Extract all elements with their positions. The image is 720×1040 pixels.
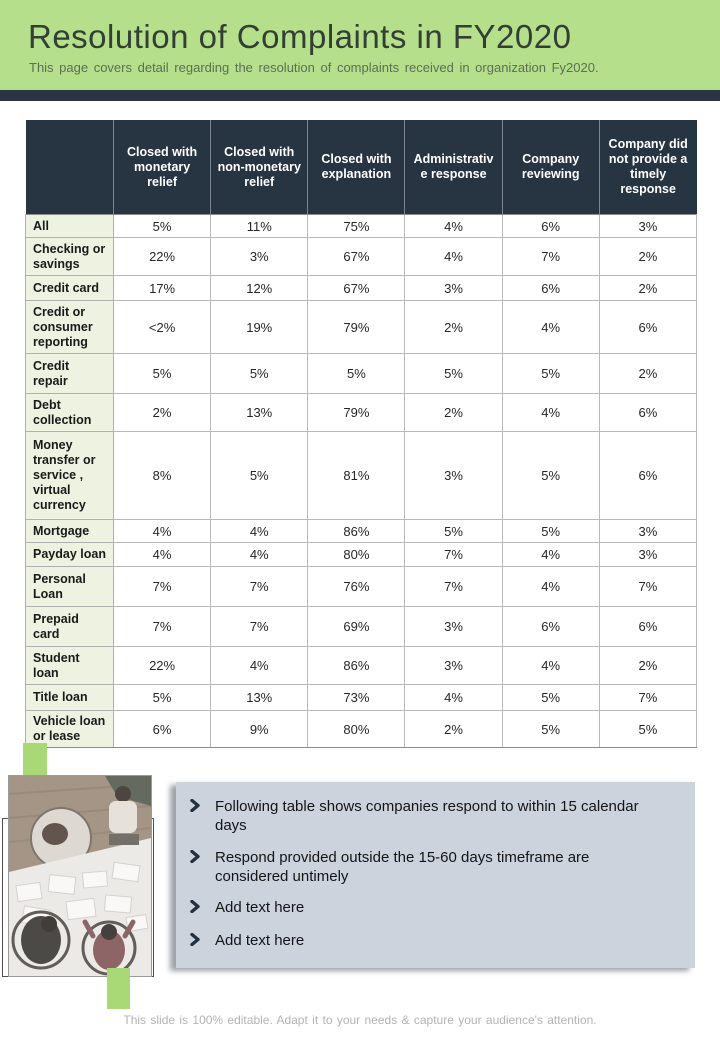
table-cell: 6% (599, 607, 696, 647)
table-cell: 2% (599, 238, 696, 276)
table-cell: 2% (599, 276, 696, 301)
table-cell: 7% (405, 567, 502, 607)
table-cell: 4% (502, 543, 599, 567)
table-cell: 5% (405, 520, 502, 543)
table-cell: 2% (599, 647, 696, 685)
table-cell: 6% (502, 607, 599, 647)
table-cell: 6% (502, 215, 599, 238)
table-cell: 3% (405, 276, 502, 301)
table-cell: 7% (114, 567, 211, 607)
table-cell: 6% (502, 276, 599, 301)
table-cell: 3% (599, 543, 696, 567)
table-cell: 3% (405, 607, 502, 647)
table-cell: 4% (502, 647, 599, 685)
table-cell: 73% (308, 685, 405, 711)
note-bullet-text: Add text here (215, 931, 305, 949)
green-accent-square-bottom (107, 968, 130, 1009)
table-cell: 5% (599, 711, 696, 748)
table-cell: 7% (502, 238, 599, 276)
table-cell: 5% (502, 711, 599, 748)
note-bullet-item (190, 848, 675, 886)
table-cell: 79% (308, 301, 405, 354)
row-label: Money transfer or service , virtual currency (26, 432, 114, 520)
table-cell: 13% (211, 394, 308, 432)
table-cell: 5% (211, 354, 308, 394)
table-row (26, 394, 697, 432)
table-cell: 7% (405, 543, 502, 567)
note-bullet-item (190, 898, 675, 918)
note-bullet-item (190, 797, 675, 835)
table-row (26, 607, 697, 647)
row-label: Checking or savings (26, 238, 114, 276)
table-row (26, 238, 697, 276)
slide-footer-note: This slide is 100% editable. Adapt it to your needs & capture your audience's attention. (123, 1013, 597, 1027)
row-label: Debt collection (26, 394, 114, 432)
table-cell: 2% (599, 354, 696, 394)
table-cell: 5% (502, 354, 599, 394)
table-cell: 2% (114, 394, 211, 432)
table-cell: 76% (308, 567, 405, 607)
row-label: Payday loan (26, 543, 114, 567)
row-label: Mortgage (26, 520, 114, 543)
note-bullet-text: Add text here (215, 899, 305, 917)
column-header: Company did not provide a timely response (599, 120, 696, 215)
table-cell: 5% (114, 354, 211, 394)
complaints-table-container (25, 120, 697, 748)
table-cell: 13% (211, 685, 308, 711)
table-cell: 3% (405, 432, 502, 520)
table-cell: 6% (114, 711, 211, 748)
table-row (26, 301, 697, 354)
table-cell: 2% (405, 711, 502, 748)
table-cell: 17% (114, 276, 211, 301)
chevron-right-icon (190, 799, 200, 817)
table-cell: 4% (502, 567, 599, 607)
chevron-right-icon (190, 933, 200, 951)
row-label: Credit repair (26, 354, 114, 394)
table-header (26, 120, 697, 215)
office-teamwork-photo (8, 775, 152, 977)
table-cell: 6% (599, 301, 696, 354)
table-cell: 80% (308, 543, 405, 567)
table-cell: 67% (308, 276, 405, 301)
table-cell: 3% (599, 520, 696, 543)
table-cell: 3% (405, 647, 502, 685)
header-accent-bar (0, 90, 720, 101)
table-cell: 75% (308, 215, 405, 238)
table-cell: 5% (308, 354, 405, 394)
table-cell: 4% (211, 520, 308, 543)
table-row (26, 685, 697, 711)
table-cell: 19% (211, 301, 308, 354)
table-cell: 4% (405, 215, 502, 238)
table-cell: 4% (211, 647, 308, 685)
row-label: All (26, 215, 114, 238)
column-header: Closed with non-monetary relief (211, 120, 308, 215)
slide-header (0, 0, 720, 90)
column-header: Administrativ e response (405, 120, 502, 215)
table-cell: 7% (599, 567, 696, 607)
table-row (26, 567, 697, 607)
table-cell: 5% (211, 432, 308, 520)
table-cell: 7% (211, 607, 308, 647)
table-row (26, 647, 697, 685)
table-cell: 22% (114, 647, 211, 685)
table-cell: 8% (114, 432, 211, 520)
row-label: Personal Loan (26, 567, 114, 607)
table-cell: 12% (211, 276, 308, 301)
table-cell: 7% (114, 607, 211, 647)
office-teamwork-photo-illustration (9, 776, 151, 976)
table-row (26, 215, 697, 238)
chevron-right-icon (190, 900, 200, 918)
table-cell: 4% (502, 301, 599, 354)
table-cell: 81% (308, 432, 405, 520)
table-corner-cell (26, 120, 114, 215)
row-label: Student loan (26, 647, 114, 685)
table-cell: 4% (405, 238, 502, 276)
column-header: Company reviewing (502, 120, 599, 215)
table-cell: 6% (599, 394, 696, 432)
table-row (26, 276, 697, 301)
table-cell: 67% (308, 238, 405, 276)
table-cell: 9% (211, 711, 308, 748)
table-cell: 11% (211, 215, 308, 238)
notes-box (176, 782, 695, 968)
column-header: Closed with monetary relief (114, 120, 211, 215)
table-cell: 86% (308, 647, 405, 685)
page-subtitle: This page covers detail regarding the resolution of complaints received in organization Fy2020. (29, 60, 599, 75)
table-row (26, 711, 697, 748)
page-title: Resolution of Complaints in FY2020 (28, 18, 572, 55)
table-cell: 4% (114, 543, 211, 567)
table-cell: 5% (502, 685, 599, 711)
table-cell: 5% (502, 432, 599, 520)
row-label: Credit or consumer reporting (26, 301, 114, 354)
table-cell: 2% (405, 301, 502, 354)
row-label: Vehicle loan or lease (26, 711, 114, 748)
table-cell: <2% (114, 301, 211, 354)
table-cell: 86% (308, 520, 405, 543)
table-cell: 6% (599, 432, 696, 520)
row-label: Title loan (26, 685, 114, 711)
table-cell: 5% (405, 354, 502, 394)
table-cell: 5% (114, 685, 211, 711)
table-row (26, 354, 697, 394)
table-cell: 3% (211, 238, 308, 276)
row-label: Credit card (26, 276, 114, 301)
table-cell: 4% (211, 543, 308, 567)
table-cell: 5% (502, 520, 599, 543)
table-row (26, 432, 697, 520)
table-cell: 2% (405, 394, 502, 432)
table-row (26, 520, 697, 543)
table-cell: 22% (114, 238, 211, 276)
column-header: Closed with explanation (308, 120, 405, 215)
table-cell: 79% (308, 394, 405, 432)
table-cell: 7% (211, 567, 308, 607)
table-cell: 4% (114, 520, 211, 543)
table-cell: 5% (114, 215, 211, 238)
table-cell: 69% (308, 607, 405, 647)
note-bullet-text: Following table shows companies respond to within 15 calendar days (215, 798, 639, 834)
table-cell: 4% (502, 394, 599, 432)
table-cell: 80% (308, 711, 405, 748)
table-cell: 4% (405, 685, 502, 711)
complaints-table (25, 120, 697, 748)
chevron-right-icon (190, 850, 200, 868)
row-label: Prepaid card (26, 607, 114, 647)
note-bullet-text: Respond provided outside the 15-60 days timeframe are considered untimely (215, 848, 590, 885)
table-row (26, 543, 697, 567)
table-cell: 7% (599, 685, 696, 711)
note-bullet-item (190, 931, 675, 951)
table-cell: 3% (599, 215, 696, 238)
